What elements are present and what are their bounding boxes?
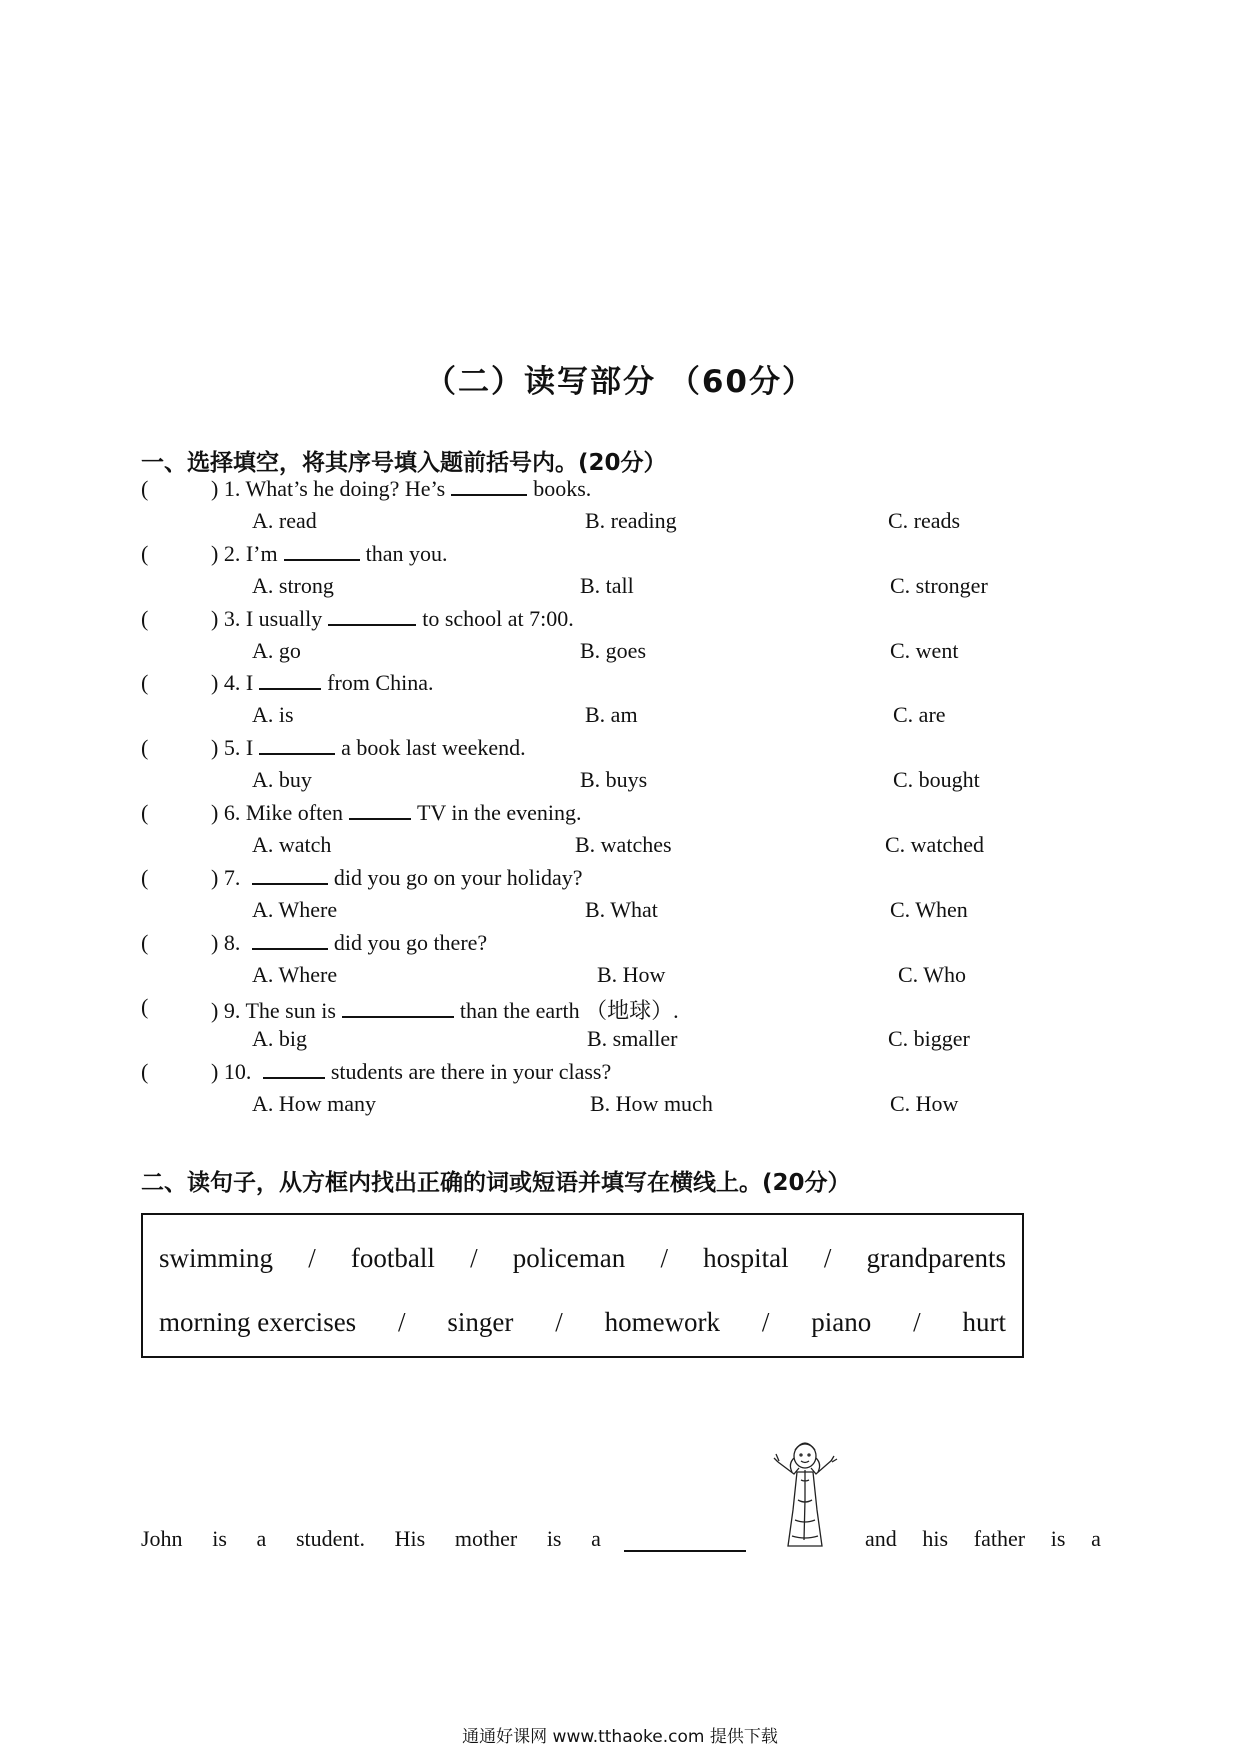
passage-word: John (141, 1526, 183, 1551)
question-text-before: The sun is (245, 998, 336, 1024)
option-a: A. How many (252, 1091, 377, 1117)
question-number: ) 5. (211, 735, 246, 761)
answer-paren-open[interactable]: ( (141, 994, 149, 1020)
word-option: homework (604, 1307, 721, 1337)
passage-text-before (141, 1526, 601, 1552)
question-stem (211, 994, 679, 1025)
word-separator: / (761, 1307, 770, 1337)
question-text-after: books. (533, 476, 592, 501)
question-blank[interactable] (451, 476, 527, 496)
question-number: ) 9. (211, 998, 246, 1024)
word-separator: / (555, 1307, 563, 1337)
option-c: C. When (890, 896, 968, 922)
question-number: ) 10. (211, 1059, 257, 1085)
question-number: ) 2. (211, 540, 246, 566)
option-c: C. stronger (890, 572, 988, 598)
question-text-after: a book last weekend. (341, 735, 526, 761)
question-text-before: Mike often (245, 800, 343, 825)
word-box-row-2 (159, 1307, 1006, 1338)
question-stem (211, 865, 583, 891)
option-a: A. buy (252, 767, 312, 793)
word-option: singer (447, 1307, 514, 1337)
word-option: morning exercises (159, 1307, 357, 1337)
word-option: grandparents (866, 1243, 1006, 1273)
question-text-before: I (245, 670, 254, 696)
option-b: B. reading (585, 508, 677, 533)
option-a: A. read (252, 508, 317, 533)
option-b: B. buys (580, 767, 648, 793)
question-text-after: TV in the evening. (416, 800, 582, 825)
question-text-before: I usually (245, 605, 323, 631)
answer-paren-open[interactable]: ( (141, 864, 149, 890)
word-option: policeman (512, 1243, 626, 1273)
answer-paren-open[interactable]: ( (141, 670, 149, 696)
word-box-row-1 (159, 1243, 1006, 1274)
question-blank[interactable] (259, 670, 321, 690)
question-stem (211, 735, 526, 761)
question-number: ) 8. (211, 929, 246, 955)
question-number: ) 3. (211, 605, 246, 631)
question-stem (211, 476, 591, 502)
word-option: hospital (703, 1243, 789, 1273)
answer-paren-open[interactable]: ( (141, 476, 149, 501)
answer-paren-open[interactable]: ( (141, 540, 149, 566)
option-a: A. is (252, 702, 294, 728)
option-b: B. How much (590, 1091, 713, 1117)
passage-word: is (1050, 1526, 1066, 1551)
question-blank[interactable] (263, 1059, 325, 1079)
word-separator: / (660, 1243, 668, 1273)
option-c: C. went (890, 637, 959, 663)
passage-word: student. (295, 1526, 365, 1551)
option-b: B. smaller (587, 1026, 678, 1052)
passage-word: a (1091, 1526, 1101, 1551)
word-separator: / (913, 1307, 921, 1337)
question-blank[interactable] (342, 998, 454, 1018)
passage-line (141, 1440, 1101, 1552)
word-option: hurt (962, 1307, 1006, 1337)
passage-text-after (865, 1526, 1101, 1552)
passage-word: His (394, 1526, 426, 1551)
option-b: B. tall (580, 572, 634, 598)
word-separator: / (470, 1243, 478, 1273)
option-a: A. big (252, 1026, 307, 1052)
question-text-after: than you. (365, 540, 448, 566)
word-option: football (350, 1243, 435, 1273)
question-blank[interactable] (252, 930, 328, 950)
option-b: B. goes (580, 637, 646, 663)
question-text-after: to school at 7:00. (422, 605, 574, 631)
question-text-before: I (245, 735, 254, 761)
page-title: （二）读写部分 （60分） (425, 364, 815, 400)
question-number: ) 7. (211, 864, 246, 890)
question-stem (211, 1059, 611, 1085)
word-separator: / (308, 1243, 316, 1273)
answer-paren-open[interactable]: ( (141, 605, 149, 631)
singer-illustration (768, 1440, 842, 1552)
option-a: A. go (252, 637, 301, 663)
option-c: C. reads (888, 508, 961, 533)
option-c: C. bigger (888, 1026, 970, 1052)
question-text-before: I’m (245, 540, 278, 566)
question-stem (211, 541, 447, 567)
question-blank[interactable] (252, 865, 328, 885)
answer-paren-open[interactable]: ( (141, 735, 149, 761)
passage-word: his (922, 1526, 949, 1551)
option-c: C. How (890, 1091, 959, 1117)
option-c: C. Who (898, 961, 967, 987)
option-c: C. watched (885, 832, 984, 857)
question-stem (211, 606, 574, 632)
word-separator: / (823, 1243, 832, 1273)
question-text-before: What’s he doing? He’s (245, 476, 446, 501)
section-1-heading: 一、选择填空，将其序号填入题前括号内。(20分） (141, 450, 667, 476)
passage-word: father (973, 1526, 1026, 1551)
passage-word: and (864, 1526, 897, 1551)
word-option: piano (811, 1307, 872, 1337)
answer-paren-open[interactable]: ( (141, 1059, 149, 1085)
question-stem (211, 800, 582, 826)
option-b: B. watches (575, 832, 672, 857)
question-number: ) 4. (211, 670, 246, 696)
answer-paren-open[interactable]: ( (141, 929, 149, 955)
passage-word: is (212, 1526, 227, 1551)
footer-text: 通通好课网 www.tthaoke.com 提供下载 (462, 1727, 778, 1747)
word-box (141, 1213, 1024, 1358)
passage-word: a (591, 1526, 601, 1551)
question-blank[interactable] (328, 606, 416, 626)
option-b: B. How (597, 961, 666, 987)
question-number: ) 6. (211, 800, 246, 825)
word-option: swimming (159, 1243, 274, 1273)
option-b: B. What (585, 896, 658, 922)
word-separator: / (398, 1307, 406, 1337)
option-b: B. am (585, 702, 638, 728)
option-a: A. Where (252, 896, 338, 922)
question-text-after: did you go on your holiday? (333, 864, 583, 890)
question-text-after: from China. (327, 670, 434, 696)
question-number: ) 1. (211, 476, 246, 501)
question-stem (211, 670, 433, 696)
answer-paren-open[interactable]: ( (141, 800, 149, 825)
question-stem (211, 930, 487, 956)
passage-word: mother (454, 1526, 518, 1551)
answer-blank[interactable] (624, 1530, 746, 1552)
section-2-heading: 二、读句子，从方框内找出正确的词或短语并填写在横线上。(20分） (141, 1170, 851, 1196)
question-text-after: students are there in your class? (330, 1059, 612, 1085)
question-blank[interactable] (349, 800, 411, 820)
option-a: A. Where (252, 961, 338, 987)
passage-word: a (256, 1526, 267, 1551)
passage-word: is (546, 1526, 562, 1551)
option-a: A. watch (252, 832, 332, 857)
option-c: C. bought (893, 767, 980, 793)
question-text-after: did you go there? (333, 929, 488, 955)
option-c: C. are (893, 702, 946, 728)
option-a: A. strong (252, 572, 334, 598)
question-text-after: than the earth （地球）. (459, 998, 679, 1024)
question-blank[interactable] (284, 541, 360, 561)
question-blank[interactable] (259, 735, 335, 755)
